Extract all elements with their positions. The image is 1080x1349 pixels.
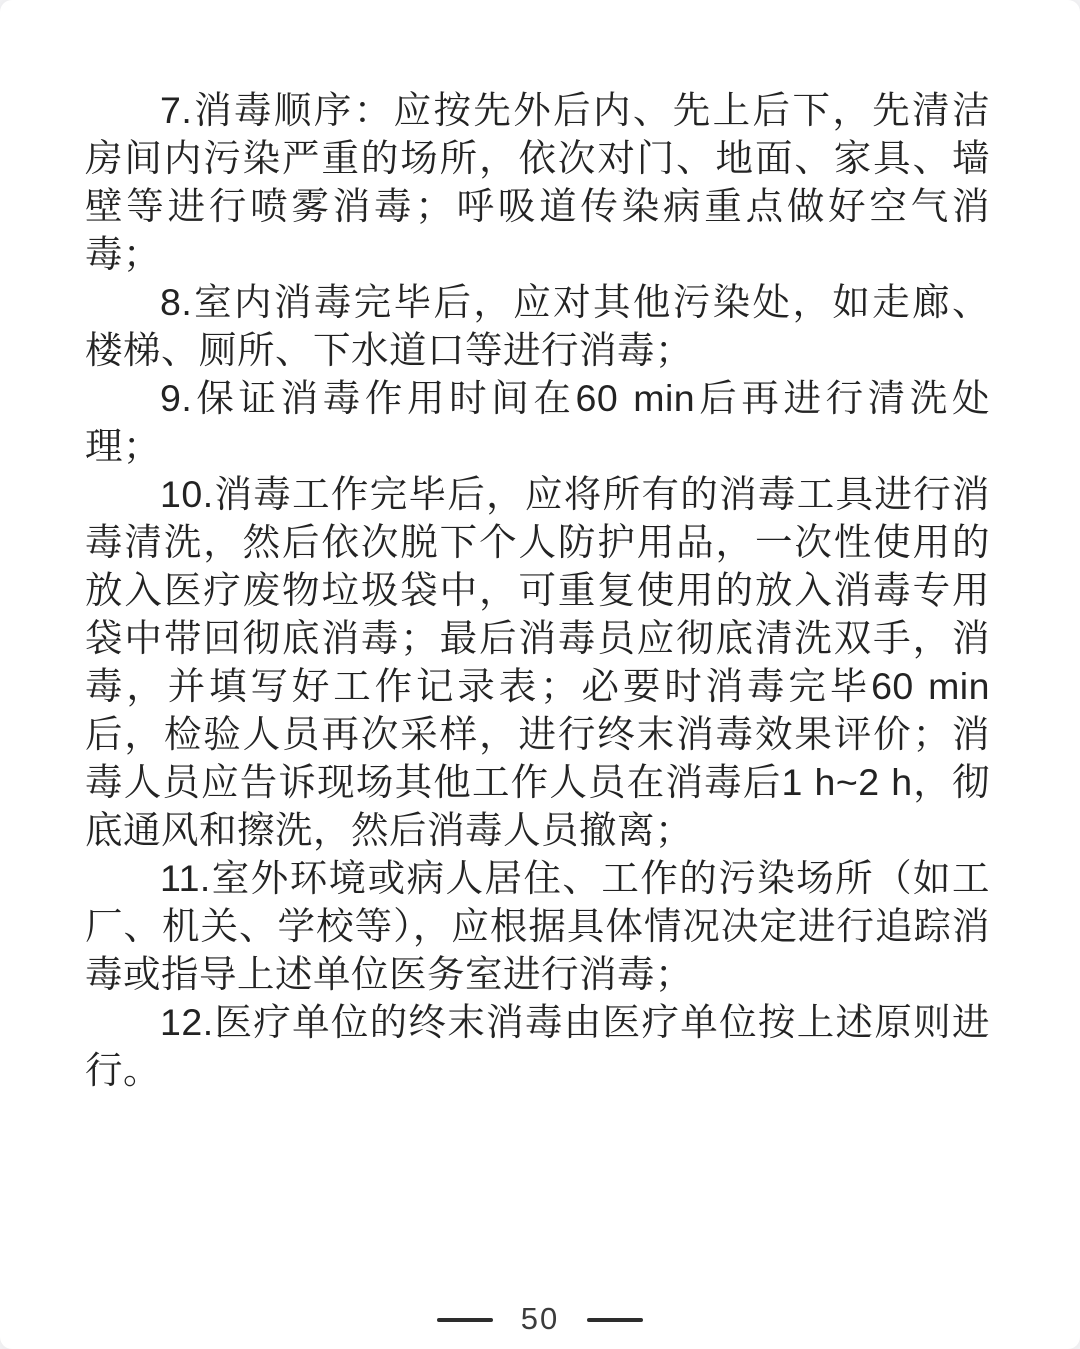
paragraph-12: 12.医疗单位的终末消毒由医疗单位按上述原则进行。 — [85, 1001, 990, 1091]
paragraph-10: 10.消毒工作完毕后，应将所有的消毒工具进行消毒清洗，然后依次脱下个人防护用品，一次性使用的放入医疗废物垃圾袋中，可重复使用的放入消毒专用袋中带回彻底消毒；最后消毒员应彻底清洗双手，消毒，并填写好工作记录表；必要时消毒完毕60 min后，检验人员再次采样，进行终末消毒效果评价；消毒人员应告诉现场其他工作人员在消毒后1 h~2 h，彻底通风和擦洗，然后消毒人员撤离； — [85, 473, 990, 851]
paragraph-11: 11.室外环境或病人居住、工作的污染场所（如工厂、机关、学校等），应根据具体情况决定进行追踪消毒或指导上述单位医务室进行消毒； — [85, 857, 990, 995]
page-content — [85, 86, 990, 1094]
paragraph-8: 8.室内消毒完毕后，应对其他污染处，如走廊、楼梯、厕所、下水道口等进行消毒； — [85, 281, 990, 371]
page-number: 50 — [520, 1301, 560, 1336]
footer-dash-right-icon — [587, 1318, 643, 1322]
paragraph-7: 7.消毒顺序：应按先外后内、先上后下，先清洁房间内污染严重的场所，依次对门、地面、家具、墙壁等进行喷雾消毒；呼吸道传染病重点做好空气消毒； — [85, 89, 990, 275]
paragraph-9: 9.保证消毒作用时间在60 min后再进行清洗处理； — [85, 377, 990, 467]
page-footer — [0, 1301, 1080, 1336]
footer-dash-left-icon — [437, 1318, 493, 1322]
